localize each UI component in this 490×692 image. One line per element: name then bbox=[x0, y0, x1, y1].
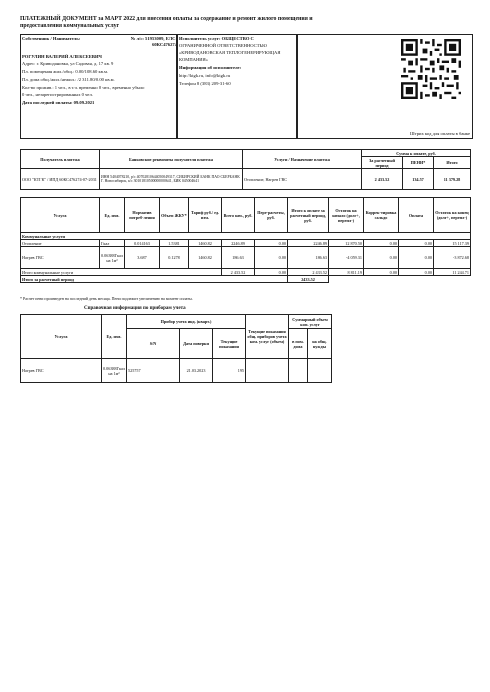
meter-cell-common-needs bbox=[307, 359, 331, 383]
cell-correction: 0.00 bbox=[364, 240, 399, 247]
cell-start-balance: -4 059.31 bbox=[329, 247, 364, 269]
svc-h-unit: Ед. изм. bbox=[100, 198, 125, 233]
subtotal-label: Итого коммунальные услуги bbox=[21, 269, 222, 276]
meter-h-in-house: в пом. дома bbox=[289, 329, 308, 359]
cell-recalc: 0.00 bbox=[255, 240, 288, 247]
last-payment: Дата последней оплаты: 09.09.2021 bbox=[22, 100, 95, 105]
meter-h-service: Услуга bbox=[21, 315, 102, 359]
document-title-line1: ПЛАТЕЖНЫЙ ДОКУМЕНТ за МАРТ 2022 для внесения оплаты за содержание и ремонт жилого помещения и bbox=[20, 16, 313, 22]
provider-line1: Исполнитель услуг: ОБЩЕСТВО С bbox=[179, 36, 254, 41]
svc-h-tariff: Тариф руб./ ед. изм. bbox=[189, 198, 222, 233]
cell-volume: 0.1278 bbox=[160, 247, 189, 269]
meter-cell-check: 21.03.2023 bbox=[180, 359, 213, 383]
meter-cell-current: 195 bbox=[213, 359, 246, 383]
provider-box bbox=[176, 34, 298, 139]
col-recipient: Получатель платежа bbox=[21, 150, 100, 169]
meter-cell-unit: 0.06388Гкал на 1м³ bbox=[102, 359, 127, 383]
cell-payment: 0.00 bbox=[399, 240, 434, 247]
cell-accrued: 2246.89 bbox=[222, 240, 255, 247]
svc-h-start-balance: Остаток на начало (долг+, перепл-) bbox=[329, 198, 364, 233]
cell-due: 186.63 bbox=[288, 247, 329, 269]
svc-h-norm: Норматив потреб-ления bbox=[125, 198, 160, 233]
subtotal-correction: 0.00 bbox=[364, 269, 399, 276]
svc-h-volume: Объем ЖКУ* bbox=[160, 198, 189, 233]
subtotal-row bbox=[21, 269, 471, 276]
svc-h-end-balance: Остаток на конец (долг+, перепл-) bbox=[434, 198, 471, 233]
svc-h-due: Итого к оплате за расчетный период, руб. bbox=[288, 198, 329, 233]
section-label: Коммунальные услуги bbox=[21, 233, 471, 240]
subtotal-recalc: 0.00 bbox=[255, 269, 288, 276]
col-period: За расчетный период bbox=[362, 157, 403, 169]
owner-address: Адрес: г. Криводановка, ул Садовая, д. 17 кв. 9 bbox=[22, 61, 114, 66]
svc-h-payment: Оплата bbox=[399, 198, 434, 233]
cell-end-balance: 15 117.39 bbox=[434, 240, 471, 247]
residents-line2: 0 чел., незарегистрированных 0 чел. bbox=[22, 92, 93, 97]
meter-h-check: Дата поверки bbox=[180, 329, 213, 359]
svc-h-service: Услуга bbox=[21, 198, 100, 233]
table-row bbox=[21, 240, 471, 247]
owner-box bbox=[20, 34, 178, 139]
provider-info-label: Информация об исполнителе: bbox=[179, 65, 242, 70]
meter-h-device: Прибор учета инд. (кварт.) bbox=[127, 315, 246, 329]
meter-cell-sn: 525757 bbox=[127, 359, 180, 383]
meter-h-unit: Ед. изм. bbox=[102, 315, 127, 359]
col-total: Итого bbox=[434, 157, 471, 169]
meter-h-sn: S/N bbox=[127, 329, 180, 359]
total-cell: 11 379.28 bbox=[434, 169, 471, 190]
meter-h-current: Текущие показания bbox=[213, 329, 246, 359]
meters-table bbox=[20, 314, 332, 383]
barcode-box bbox=[296, 34, 473, 139]
cell-end-balance: -3 872.68 bbox=[434, 247, 471, 269]
subtotal-end-balance: 11 244.71 bbox=[434, 269, 471, 276]
cell-norm: 0.014163 bbox=[125, 240, 160, 247]
qr-code-icon bbox=[401, 39, 461, 99]
meter-cell-common bbox=[246, 359, 289, 383]
barcode-caption: Штрих код для оплаты в банке bbox=[410, 131, 470, 136]
cell-service: Отопление bbox=[21, 240, 100, 247]
provider-line4: КОМПАНИЯ» bbox=[179, 57, 208, 62]
subtotal-accrued: 2 433.52 bbox=[222, 269, 255, 276]
meter-h-volume: Суммарный объем ком. услуг bbox=[289, 315, 332, 329]
cell-tariff: 1460.82 bbox=[189, 247, 222, 269]
col-bank: Банковские реквизиты получателя платежа bbox=[100, 150, 243, 169]
residents-line1: Кол-во прожив.: 1 чел., в т.ч. временно 0 чел., временно убыло bbox=[22, 85, 145, 90]
service-cell: Отопление, Нагрев ГВС bbox=[243, 169, 362, 190]
provider-phone: Телефон 8 (383) 209-31-60 bbox=[179, 81, 231, 86]
subtotal-due: 2 433.52 bbox=[288, 269, 329, 276]
owner-area: Пл. помещения жил./общ.: 0.00/108.60 кв.м. bbox=[22, 69, 109, 74]
cell-start-balance: 12 870.50 bbox=[329, 240, 364, 247]
cell-due: 2246.89 bbox=[288, 240, 329, 247]
account-number: № л/с: 51953009, ЕЛС: 60КС476274 bbox=[130, 36, 177, 47]
period-cell: 2 433.52 bbox=[362, 169, 403, 190]
document-title-line2: предоставления коммунальных услуг bbox=[20, 23, 120, 29]
total-row bbox=[21, 276, 471, 283]
meter-h-common: Текущие показания общ. приборов учета ком. услуг (объем) bbox=[246, 315, 289, 359]
table-row bbox=[21, 247, 471, 269]
cell-service: Нагрев ГВС bbox=[21, 247, 100, 269]
cell-accrued: 186.63 bbox=[222, 247, 255, 269]
cell-unit: Гкал bbox=[100, 240, 125, 247]
meter-cell-service: Нагрев ГВС bbox=[21, 359, 102, 383]
house-area: Пл. дома общ./жил./нежил.: /2 311.80/0.00 кв.м. bbox=[22, 77, 115, 82]
cell-volume: 1.5381 bbox=[160, 240, 189, 247]
col-service: Услуги / Назначение платежа bbox=[243, 150, 362, 169]
provider-line3: «КРИВОДАНОВСКАЯ ТЕПЛОГЕНЕРИРУЮЩАЯ bbox=[179, 50, 281, 55]
cell-norm: 3.687 bbox=[125, 247, 160, 269]
meter-h-common-needs: на общ. нужды bbox=[307, 329, 331, 359]
table-row bbox=[21, 359, 332, 383]
owner-label: Собственник / Наниматель: bbox=[22, 36, 81, 41]
payment-table bbox=[20, 149, 471, 190]
col-peni: ПЕНИ* bbox=[403, 157, 434, 169]
cell-correction: 0.00 bbox=[364, 247, 399, 269]
cell-recalc: 0.00 bbox=[255, 247, 288, 269]
cell-payment: 0.00 bbox=[399, 247, 434, 269]
bank-cell: ИНН 5404078210, р/с 40702810644050049317, СИБИРСКИЙ БАНК ПАО СБЕРБАНК Г. Новосибирск, к/с 30101810500000000641, БИК 045004641 bbox=[100, 169, 243, 190]
col-sum: Сумма к оплате, руб. bbox=[362, 150, 471, 157]
provider-site[interactable]: http://ktgk.ru, info@ktgk.ru bbox=[179, 73, 231, 78]
svc-h-accrued: Всего нач., руб. bbox=[222, 198, 255, 233]
svc-h-recalc: Пере-расчеты, руб. bbox=[255, 198, 288, 233]
total-value: 2433.52 bbox=[288, 276, 329, 283]
meters-title: Справочная информация по приборам учета bbox=[84, 306, 186, 311]
meter-cell-in-house bbox=[289, 359, 308, 383]
cell-unit: 0.06388Гкал на 1м³ bbox=[100, 247, 125, 269]
cell-tariff: 1460.82 bbox=[189, 240, 222, 247]
recipient-cell: ООО "КТГК" / ИПД 60КС476274-07-2031 bbox=[21, 169, 100, 190]
svc-h-correction: Коррек-тировка сальдо bbox=[364, 198, 399, 233]
total-label: Итого за расчетный период bbox=[21, 276, 288, 283]
subtotal-payment: 0.00 bbox=[399, 269, 434, 276]
subtotal-start-balance: 8 811.19 bbox=[329, 269, 364, 276]
footnote: * Расчет пени произведен на последний день месяца. Пени подлежит увеличению на момент оплаты. bbox=[20, 296, 193, 301]
peni-cell: 134.57 bbox=[403, 169, 434, 190]
owner-name: РОГУЛИН ВАЛЕРИЙ АЛЕКСЕЕВИЧ bbox=[22, 54, 102, 59]
provider-line2: ОГРАНИЧЕННОЙ ОТВЕТСТВЕННОСТЬЮ bbox=[179, 43, 267, 48]
services-table bbox=[20, 197, 471, 283]
